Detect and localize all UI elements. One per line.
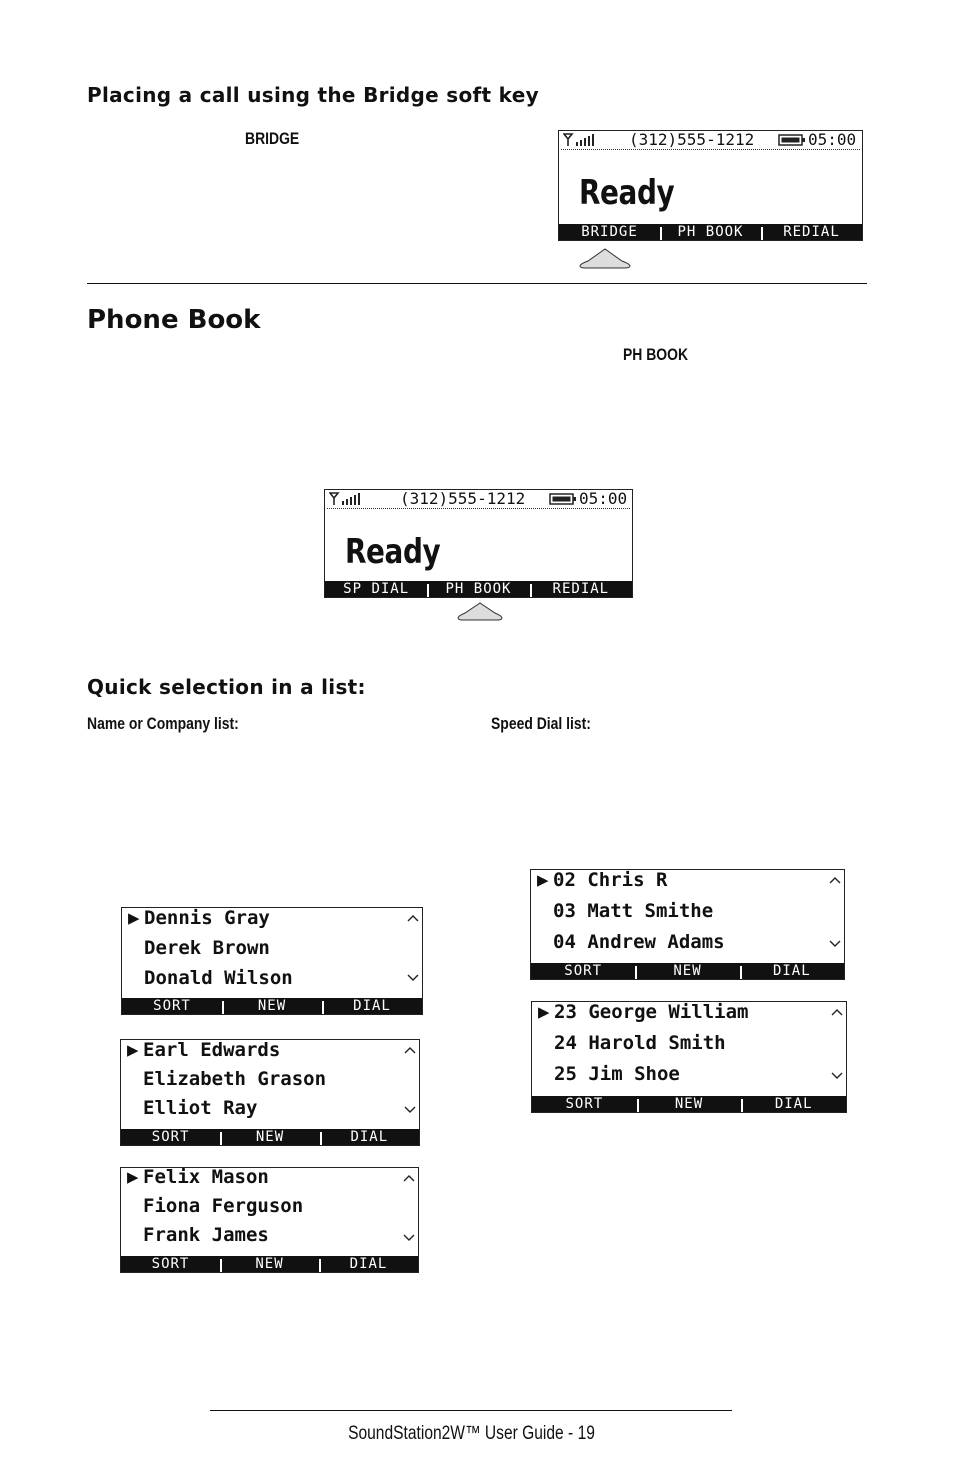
softkey-dial[interactable]: DIAL	[319, 1256, 418, 1272]
status-bar	[559, 131, 862, 149]
scroll-down-icon	[407, 974, 419, 982]
list-item[interactable]: 04 Andrew Adams	[553, 931, 725, 953]
softkey-sort[interactable]: SORT	[565, 1096, 604, 1112]
name-list-screen	[120, 1167, 419, 1273]
signal-strength-icon	[563, 133, 603, 147]
phonebook-section-heading: Phone Book	[87, 305, 261, 335]
list-item[interactable]: ▶ 02 Chris R	[537, 869, 826, 895]
softkey-dial[interactable]: DIAL	[740, 963, 844, 979]
phonebook-keyword: PH BOOK	[623, 345, 689, 364]
list-item[interactable]: Elizabeth Grason	[143, 1068, 327, 1090]
softkey-bar	[532, 1096, 846, 1112]
softkey-bar	[121, 1129, 419, 1145]
softkey-dial[interactable]: DIAL	[741, 1096, 846, 1112]
softkey-bridge[interactable]: BRIDGE	[581, 224, 638, 240]
scroll-down-icon	[404, 1106, 416, 1114]
scroll-down-icon	[403, 1234, 415, 1242]
softkey-bar	[122, 998, 422, 1014]
caller-number: (312)555-1212	[629, 130, 755, 149]
scroll-up-icon	[403, 1174, 415, 1182]
list-item[interactable]: ▶ 23 George William	[538, 1001, 828, 1027]
status-bar	[325, 490, 632, 508]
softkey-redial[interactable]: REDIAL	[530, 581, 632, 597]
scroll-up-icon	[829, 876, 841, 884]
softkey-new[interactable]: NEW	[220, 1256, 319, 1272]
scroll-down-icon	[831, 1072, 843, 1080]
selection-pointer-icon: ▶	[538, 1001, 550, 1023]
speed-dial-list-label: Speed Dial list:	[491, 714, 591, 733]
softkey-button-icon	[456, 600, 504, 622]
scroll-up-icon	[404, 1046, 416, 1054]
list-item[interactable]: 25 Jim Shoe	[554, 1063, 680, 1085]
list-item[interactable]: Derek Brown	[144, 937, 270, 959]
softkey-ph-book[interactable]: PH BOOK	[660, 224, 761, 240]
list-item[interactable]: ▶ Dennis Gray	[128, 907, 404, 933]
signal-strength-icon	[329, 492, 369, 506]
list-item[interactable]: Elliot Ray	[143, 1097, 258, 1119]
softkey-dial[interactable]: DIAL	[322, 998, 422, 1014]
battery-icon	[549, 493, 577, 505]
battery-icon	[778, 134, 806, 146]
speed-dial-list-screen	[530, 869, 845, 980]
bridge-section-heading: Placing a call using the Bridge soft key	[87, 83, 539, 107]
softkey-new[interactable]: NEW	[635, 963, 739, 979]
lcd-screen-bridge	[558, 130, 863, 241]
selection-pointer-icon: ▶	[127, 1167, 139, 1188]
list-item[interactable]: 24 Harold Smith	[554, 1032, 726, 1054]
softkey-bar	[121, 1256, 418, 1272]
list-item[interactable]: Frank James	[143, 1224, 269, 1246]
bridge-keyword: BRIDGE	[245, 129, 300, 148]
list-item[interactable]: ▶ Earl Edwards	[127, 1039, 401, 1065]
softkey-sort[interactable]: SORT	[151, 1129, 190, 1145]
clock-time: 05:00	[808, 130, 857, 149]
softkey-new[interactable]: NEW	[637, 1096, 742, 1112]
ready-text: Ready	[345, 532, 441, 572]
list-item[interactable]: ▶ Felix Mason	[127, 1167, 400, 1192]
scroll-down-icon	[829, 940, 841, 948]
ready-text: Ready	[579, 173, 675, 213]
clock-time: 05:00	[579, 489, 628, 508]
lcd-screen-phonebook	[324, 489, 633, 598]
name-list-label: Name or Company list:	[87, 714, 239, 733]
softkey-dial[interactable]: DIAL	[320, 1129, 419, 1145]
selection-pointer-icon: ▶	[127, 1039, 139, 1061]
section-divider	[87, 283, 867, 284]
softkey-button-icon	[578, 246, 632, 270]
softkey-sp-dial[interactable]: SP DIAL	[343, 581, 410, 597]
scroll-up-icon	[831, 1008, 843, 1016]
speed-dial-list-screen	[531, 1001, 847, 1113]
caller-number: (312)555-1212	[400, 489, 526, 508]
list-item[interactable]: Donald Wilson	[144, 967, 293, 989]
softkey-bar	[325, 581, 632, 597]
softkey-ph-book[interactable]: PH BOOK	[427, 581, 529, 597]
softkey-sort[interactable]: SORT	[153, 998, 191, 1014]
softkey-sort[interactable]: SORT	[564, 963, 603, 979]
name-list-screen	[120, 1039, 420, 1146]
status-divider	[327, 508, 630, 509]
footer	[210, 1423, 732, 1445]
softkey-bar	[559, 224, 862, 240]
selection-pointer-icon: ▶	[128, 907, 140, 929]
softkey-redial[interactable]: REDIAL	[761, 224, 862, 240]
softkey-new[interactable]: NEW	[222, 998, 322, 1014]
name-list-screen	[121, 907, 423, 1015]
status-divider	[561, 149, 860, 150]
quick-selection-heading: Quick selection in a list:	[87, 675, 366, 699]
scroll-up-icon	[407, 914, 419, 922]
softkey-sort[interactable]: SORT	[151, 1256, 190, 1272]
softkey-bar	[531, 963, 844, 979]
list-item[interactable]: 03 Matt Smithe	[553, 900, 714, 922]
list-item[interactable]: Fiona Ferguson	[143, 1195, 304, 1217]
softkey-new[interactable]: NEW	[220, 1129, 319, 1145]
footer-text: SoundStation2W™ User Guide - 19	[347, 1423, 595, 1444]
selection-pointer-icon: ▶	[537, 869, 549, 891]
footer-rule	[210, 1410, 732, 1411]
